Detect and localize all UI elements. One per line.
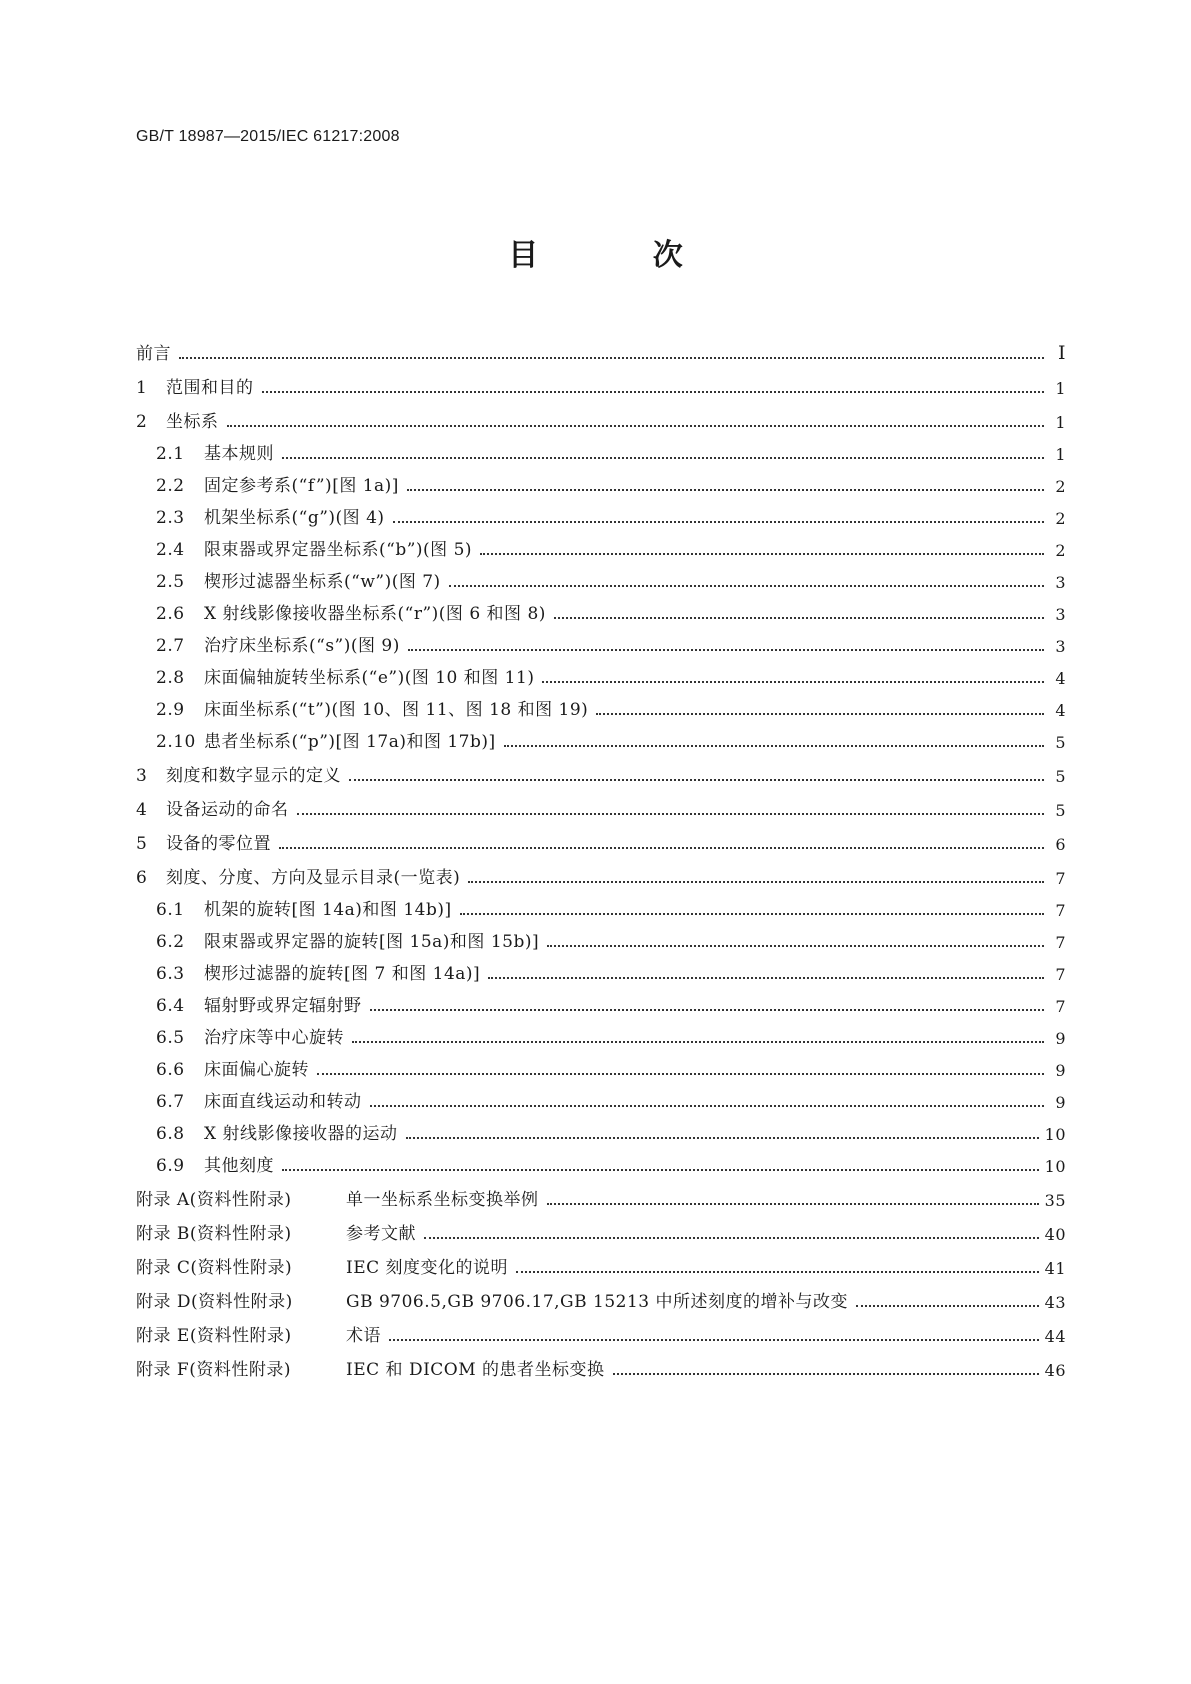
toc-entry[interactable] — [136, 496, 1066, 528]
toc-entry[interactable] — [136, 786, 1066, 820]
toc-entry-page: 2 — [1055, 509, 1066, 528]
toc-entry-label: 床面偏轴旋转坐标系(“e”)(图 10 和图 11) — [204, 668, 535, 688]
toc-entry-number: 6.1 — [156, 900, 185, 920]
toc-entry-page: 1 — [1055, 379, 1066, 398]
toc-entry-number: 2.9 — [156, 700, 185, 720]
toc-dot-leader — [542, 680, 1044, 683]
toc-entry-label: 前言 — [136, 344, 171, 364]
toc-entry-page: 7 — [1055, 869, 1066, 888]
toc-dot-leader — [460, 912, 1044, 915]
toc-dot-leader — [317, 1072, 1044, 1075]
toc-entry-label: 设备运动的命名 — [166, 800, 289, 820]
toc-entry-label: 机架的旋转[图 14a)和图 14b)] — [204, 900, 452, 920]
toc-dot-leader — [370, 1008, 1045, 1011]
toc-entry[interactable] — [136, 820, 1066, 854]
toc-dot-leader — [349, 778, 1044, 781]
toc-entry-annex: 附录 D(资料性附录) — [136, 1292, 293, 1312]
toc-entry-number: 6.2 — [156, 932, 185, 952]
toc-entry-annex: 附录 B(资料性附录) — [136, 1224, 292, 1244]
toc-entry-label: 范围和目的 — [166, 378, 254, 398]
toc-entry-page: 1 — [1055, 445, 1066, 464]
toc-entry-page: 10 — [1044, 1125, 1066, 1144]
toc-entry-number: 2.10 — [156, 732, 196, 752]
toc-entry[interactable] — [136, 656, 1066, 688]
toc-dot-leader — [504, 744, 1044, 747]
toc-entry-label: 刻度、分度、方向及显示目录(一览表) — [166, 868, 461, 888]
toc-entry[interactable] — [136, 1016, 1066, 1048]
toc-dot-leader — [407, 488, 1044, 491]
toc-entry[interactable] — [136, 720, 1066, 752]
toc-entry[interactable] — [136, 1176, 1066, 1210]
toc-entry-label: 限束器或界定器坐标系(“b”)(图 5) — [204, 540, 473, 560]
toc-entry-label: 机架坐标系(“g”)(图 4) — [204, 508, 385, 528]
toc-entry-page: 7 — [1055, 933, 1066, 952]
toc-dot-leader — [282, 456, 1044, 459]
toc-dot-leader — [547, 944, 1044, 947]
toc-entry[interactable] — [136, 984, 1066, 1016]
toc-entry-number: 6.6 — [156, 1060, 185, 1080]
toc-dot-leader — [279, 846, 1044, 849]
toc-entry-number: 2.8 — [156, 668, 185, 688]
toc-entry-label: 患者坐标系(“p”)[图 17a)和图 17b)] — [204, 732, 496, 752]
toc-entry-number: 3 — [136, 766, 148, 786]
toc-dot-leader — [480, 552, 1044, 555]
toc-entry-label: 坐标系 — [166, 412, 219, 432]
toc-entry-label: 设备的零位置 — [166, 834, 271, 854]
toc-entry-label: X 射线影像接收器的运动 — [204, 1124, 398, 1144]
toc-dot-leader — [468, 880, 1044, 883]
toc-entry[interactable] — [136, 1112, 1066, 1144]
toc-entry-number: 2.3 — [156, 508, 185, 528]
toc-entry[interactable] — [136, 464, 1066, 496]
toc-dot-leader — [282, 1168, 1039, 1171]
toc-entry[interactable] — [136, 1048, 1066, 1080]
toc-entry-page: 40 — [1044, 1225, 1066, 1244]
toc-entry-page: 46 — [1044, 1361, 1066, 1380]
toc-entry[interactable] — [136, 920, 1066, 952]
toc-dot-leader — [516, 1270, 1039, 1273]
toc-entry-page: 2 — [1055, 477, 1066, 496]
toc-entry-number: 6.4 — [156, 996, 185, 1016]
toc-entry-number: 6 — [136, 868, 148, 888]
toc-dot-leader — [179, 356, 1044, 359]
toc-entry-number: 5 — [136, 834, 148, 854]
toc-entry-page: 2 — [1055, 541, 1066, 560]
toc-entry-label: GB 9706.5,GB 9706.17,GB 15213 中所述刻度的增补与改变 — [346, 1292, 849, 1312]
toc-entry[interactable] — [136, 398, 1066, 432]
toc-entry-page: 7 — [1055, 997, 1066, 1016]
toc-entry-label: IEC 刻度变化的说明 — [346, 1258, 509, 1278]
toc-dot-leader — [389, 1338, 1039, 1341]
toc-entry-page: 5 — [1055, 733, 1066, 752]
toc-entry-page: 35 — [1044, 1191, 1066, 1210]
toc-entry[interactable] — [136, 888, 1066, 920]
toc-entry[interactable] — [136, 1346, 1066, 1380]
toc-entry-label: IEC 和 DICOM 的患者坐标变换 — [346, 1360, 605, 1380]
toc-entry-page: 7 — [1055, 901, 1066, 920]
toc-dot-leader — [393, 520, 1044, 523]
toc-entry[interactable] — [136, 364, 1066, 398]
toc-entry-number: 6.5 — [156, 1028, 185, 1048]
toc-entry-label: 基本规则 — [204, 444, 274, 464]
toc-dot-leader — [370, 1104, 1045, 1107]
toc-entry-number: 6.8 — [156, 1124, 185, 1144]
toc-entry-number: 2.5 — [156, 572, 185, 592]
toc-entry-page: 3 — [1055, 573, 1066, 592]
toc-entry[interactable] — [136, 624, 1066, 656]
document-header: GB/T 18987—2015/IEC 61217:2008 — [136, 128, 400, 145]
toc-dot-leader — [352, 1040, 1044, 1043]
toc-dot-leader — [596, 712, 1044, 715]
toc-entry-page: 6 — [1055, 835, 1066, 854]
toc-dot-leader — [227, 424, 1045, 427]
toc-entry-page: 1 — [1055, 413, 1066, 432]
toc-entry-annex: 附录 A(资料性附录) — [136, 1190, 292, 1210]
toc-entry-annex: 附录 C(资料性附录) — [136, 1258, 293, 1278]
toc-dot-leader — [406, 1136, 1039, 1139]
toc-dot-leader — [554, 616, 1044, 619]
toc-dot-leader — [547, 1202, 1039, 1205]
toc-entry[interactable] — [136, 1210, 1066, 1244]
toc-entry-page: 3 — [1055, 637, 1066, 656]
toc-entry-page: 9 — [1055, 1029, 1066, 1048]
toc-entry-number: 6.9 — [156, 1156, 185, 1176]
toc-entry-label: 参考文献 — [346, 1224, 416, 1244]
toc-entry[interactable] — [136, 952, 1066, 984]
toc-entry[interactable] — [136, 528, 1066, 560]
toc-entry-annex: 附录 F(资料性附录) — [136, 1360, 291, 1380]
toc-entry[interactable] — [136, 854, 1066, 888]
toc-dot-leader — [424, 1236, 1039, 1239]
toc-dot-leader — [449, 584, 1044, 587]
toc-entry-label: 术语 — [346, 1326, 381, 1346]
toc-entry[interactable] — [136, 752, 1066, 786]
toc-entry-number: 2 — [136, 412, 148, 432]
toc-entry-page: 43 — [1044, 1293, 1066, 1312]
toc-entry-page: 44 — [1044, 1327, 1066, 1346]
toc-entry[interactable] — [136, 1080, 1066, 1112]
toc-entry-page: 9 — [1055, 1093, 1066, 1112]
toc-entry-label: 治疗床等中心旋转 — [204, 1028, 344, 1048]
toc-entry-label: 固定参考系(“f”)[图 1a)] — [204, 476, 399, 496]
toc-entry-page: 5 — [1055, 801, 1066, 820]
toc-entry-label: X 射线影像接收器坐标系(“r”)(图 6 和图 8) — [204, 604, 546, 624]
toc-entry-page: 5 — [1055, 767, 1066, 786]
toc-entry-number: 2.1 — [156, 444, 185, 464]
toc-entry-number: 6.3 — [156, 964, 185, 984]
toc-dot-leader — [262, 390, 1045, 393]
toc-entry-label: 床面偏心旋转 — [204, 1060, 309, 1080]
toc-entry-page: 10 — [1044, 1157, 1066, 1176]
toc-entry-label: 单一坐标系坐标变换举例 — [346, 1190, 539, 1210]
toc-entry[interactable] — [136, 688, 1066, 720]
toc-entry-label: 床面坐标系(“t”)(图 10、图 11、图 18 和图 19) — [204, 700, 589, 720]
toc-entry-label: 刻度和数字显示的定义 — [166, 766, 341, 786]
page-title: 目 次 — [508, 238, 735, 273]
toc-entry[interactable] — [136, 1312, 1066, 1346]
toc-entry-label: 床面直线运动和转动 — [204, 1092, 362, 1112]
toc-entry-annex: 附录 E(资料性附录) — [136, 1326, 292, 1346]
toc-entry[interactable] — [136, 560, 1066, 592]
toc-entry-page: 4 — [1055, 701, 1066, 720]
toc-entry-number: 2.4 — [156, 540, 185, 560]
toc-entry[interactable] — [136, 432, 1066, 464]
toc-entry-number: 2.7 — [156, 636, 185, 656]
toc-entry-label: 治疗床坐标系(“s”)(图 9) — [204, 636, 400, 656]
toc-entry-page: Ⅰ — [1057, 342, 1066, 364]
toc-entry-page: 4 — [1055, 669, 1066, 688]
toc-dot-leader — [613, 1372, 1039, 1375]
toc-dot-leader — [856, 1304, 1039, 1307]
toc-entry-number: 1 — [136, 378, 148, 398]
toc-entry[interactable] — [136, 1244, 1066, 1278]
table-of-contents — [136, 330, 1066, 1380]
toc-entry-label: 辐射野或界定辐射野 — [204, 996, 362, 1016]
toc-entry[interactable] — [136, 330, 1066, 364]
toc-entry-label: 楔形过滤器坐标系(“w”)(图 7) — [204, 572, 441, 592]
toc-entry-number: 2.2 — [156, 476, 185, 496]
toc-entry-page: 3 — [1055, 605, 1066, 624]
toc-entry-page: 9 — [1055, 1061, 1066, 1080]
toc-entry[interactable] — [136, 1278, 1066, 1312]
toc-dot-leader — [408, 648, 1044, 651]
toc-entry-number: 4 — [136, 800, 148, 820]
toc-entry-page: 41 — [1044, 1259, 1066, 1278]
toc-dot-leader — [488, 976, 1044, 979]
toc-entry-label: 楔形过滤器的旋转[图 7 和图 14a)] — [204, 964, 481, 984]
toc-entry-number: 6.7 — [156, 1092, 185, 1112]
toc-entry[interactable] — [136, 592, 1066, 624]
toc-entry-label: 限束器或界定器的旋转[图 15a)和图 15b)] — [204, 932, 540, 952]
toc-entry-number: 2.6 — [156, 604, 185, 624]
toc-entry-label: 其他刻度 — [204, 1156, 274, 1176]
toc-entry[interactable] — [136, 1144, 1066, 1176]
toc-entry-page: 7 — [1055, 965, 1066, 984]
toc-dot-leader — [297, 812, 1045, 815]
